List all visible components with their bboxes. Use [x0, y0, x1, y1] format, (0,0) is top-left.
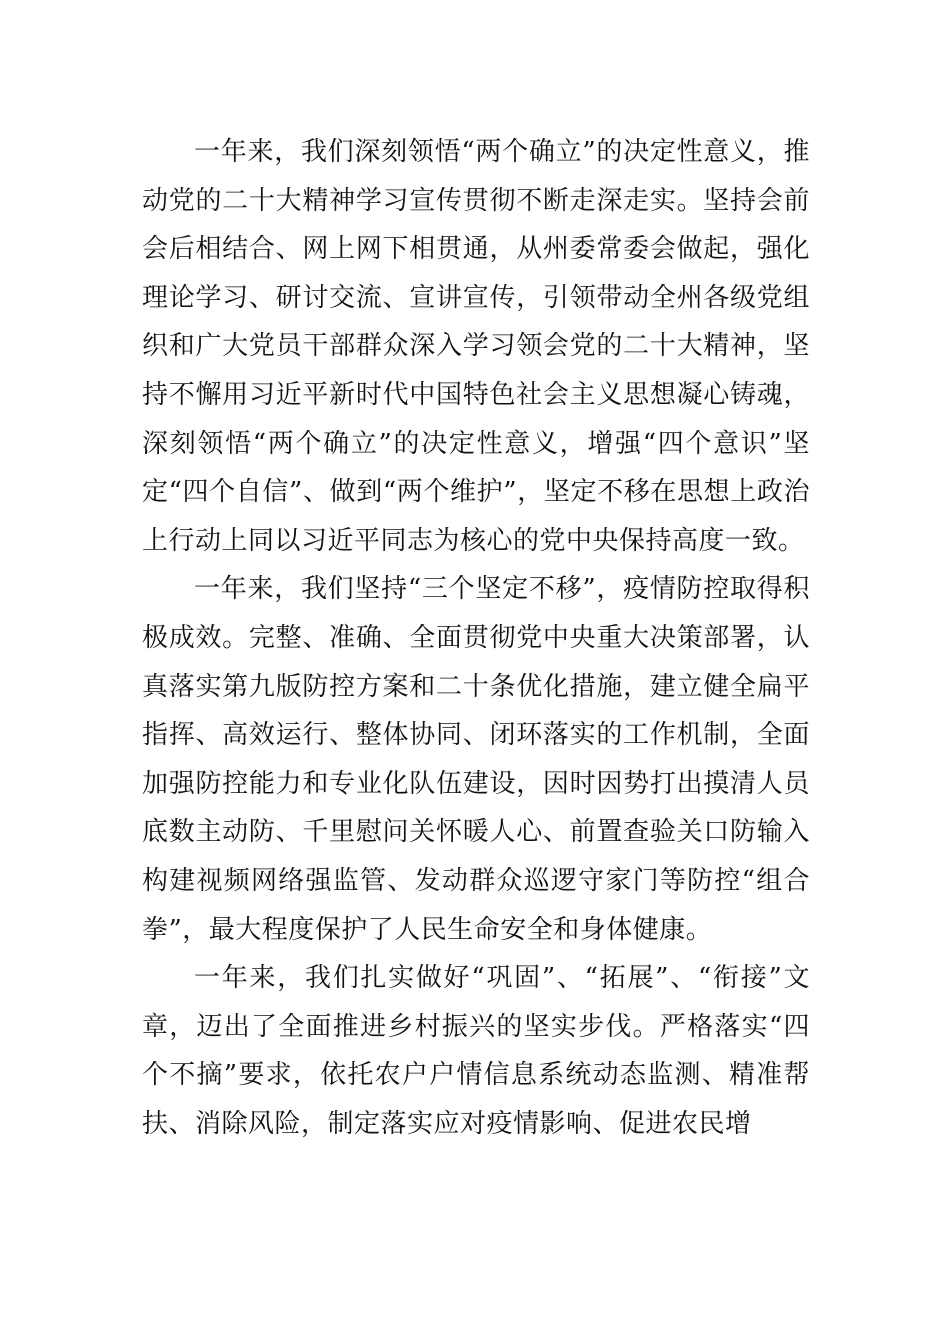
paragraph-epidemic-prevention: 一年来，我们坚持“三个坚定不移”，疫情防控取得积极成效。完整、准确、全面贯彻党中央重大决策部署，认真落实第九版防控方案和二十条优化措施，建立健全扁平指挥、高效运行、整体协同、闭环落实的工作机制，全面加强防控能力和专业化队伍建设，因时因势打出摸清人员底数主动防、千里慰问关怀暖人心、前置查验关口防输入构建视频网络强监管、发动群众巡逻守家门等防控“组合拳”，最大程度保护了人民生命安全和身体健康。 — [142, 574, 810, 945]
document-body — [142, 128, 810, 1148]
paragraph-rural-revitalization: 一年来，我们扎实做好“巩固”、“拓展”、“衔接”文章，迈出了全面推进乡村振兴的坚实步伐。严格落实“四个不摘”要求，依托农户户情信息系统动态监测、精准帮扶、消除风险，制定落实应对疫情影响、促进农民增 — [142, 963, 810, 1139]
paragraph-party-congress-study: 一年来，我们深刻领悟“两个确立”的决定性意义，推动党的二十大精神学习宣传贯彻不断走深走实。坚持会前会后相结合、网上网下相贯通，从州委常委会做起，强化理论学习、研讨交流、宣讲宣传，引领带动全州各级党组织和广大党员干部群众深入学习领会党的二十大精神，坚持不懈用习近平新时代中国特色社会主义思想凝心铸魂，深刻领悟“两个确立”的决定性意义，增强“四个意识”坚定“四个自信”、做到“两个维护”，坚定不移在思想上政治上行动上同以习近平同志为核心的党中央保持高度一致。 — [142, 137, 810, 556]
